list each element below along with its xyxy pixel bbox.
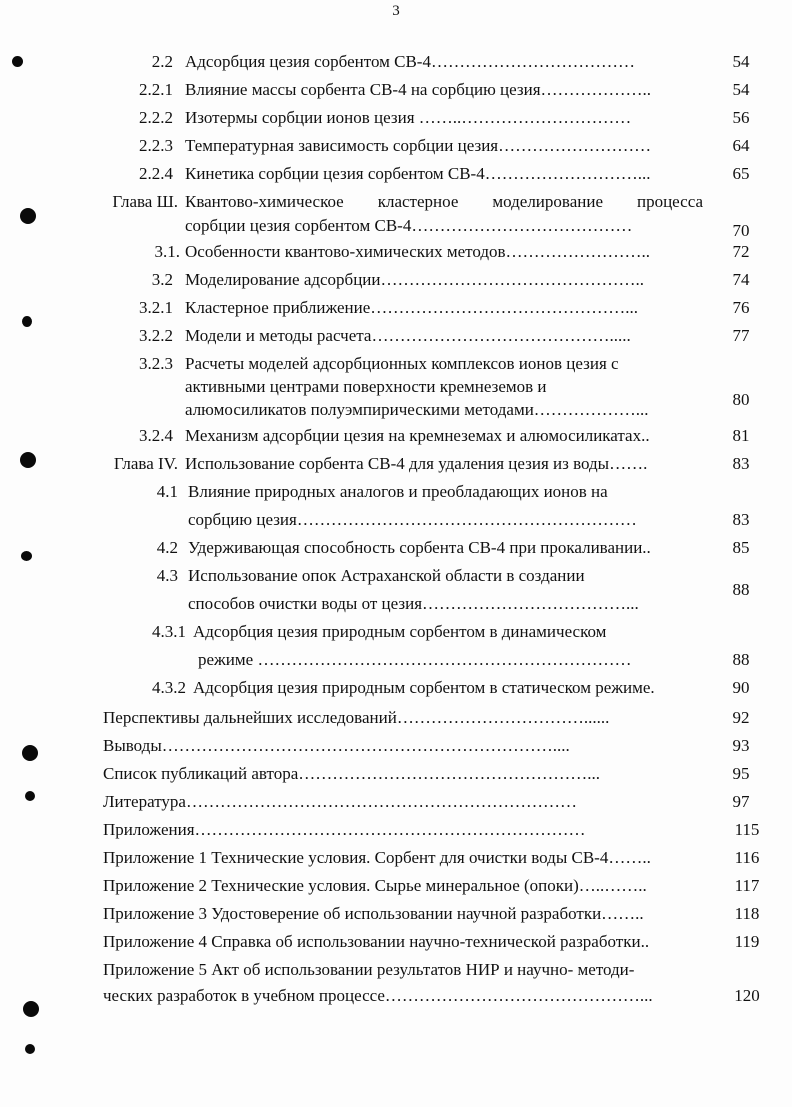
page-ref: 118 [734,904,760,923]
section-number: 2.2 [151,52,173,71]
section-title-line: способов очистки воды от цезия………………………………... [188,594,639,613]
page-ref: 65 [732,164,750,183]
section-number: 3.2.1 [139,298,173,317]
entry-title: Перспективы дальнейших исследований……………………………...... [103,708,610,727]
entry-title-line: Приложение 5 Акт об использовании результатов НИР и научно- методи- [103,960,635,979]
entry-title: Приложение 2 Технические условия. Сырье минеральное (опоки)…..…….. [103,876,647,895]
chapter-number: Глава Ш. [112,192,178,211]
page-ref: 81 [732,426,750,445]
page-ref: 56 [732,108,750,127]
punch-hole-mark [25,791,35,801]
section-number: 3.2.2 [139,326,173,345]
entry-title: Литература…………………………………………………………… [103,792,577,811]
entry-title: Приложение 3 Удостоверение об использовании научной разработки…….. [103,904,644,923]
section-title: Адсорбция цезия сорбентом СВ-4……………………………… [185,52,635,71]
page-ref: 115 [734,820,760,839]
punch-hole [22,745,38,761]
section-title: Кинетика сорбции цезия сорбентом СВ-4………………………... [185,164,651,183]
punch-hole [20,452,36,468]
section-title-line: Расчеты моделей адсорбционных комплексов ионов цезия с [185,354,619,373]
chapter-number: Глава IV. [113,454,178,473]
entry-title: Приложение 4 Справка об использовании научно-технической разработки.. [103,932,650,951]
section-title-line: режиме ………………………………………………………… [198,650,632,669]
page-ref: 88 [732,650,750,669]
section-number: 4.3.1 [152,622,186,641]
section-title-line: активными центрами поверхности кремнеземов и [185,377,547,396]
page-ref: 83 [732,454,750,473]
section-title: Кластерное приближение………………………………………... [185,298,639,317]
punch-hole [23,1001,39,1017]
section-title: Температурная зависимость сорбции цезия……………………… [185,136,652,155]
section-title: Адсорбция цезия природным сорбентом в статическом режиме. [193,678,655,697]
chapter-title: Использование сорбента СВ-4 для удаления цезия из воды……. [185,454,648,473]
punch-hole [20,208,36,224]
page-ref: 76 [732,298,750,317]
section-title: Влияние массы сорбента СВ-4 на сорбцию цезия……………….. [185,80,652,99]
punch-hole-mark [22,316,32,327]
section-title: Изотермы сорбции ионов цезия ……..………………………… [185,108,632,127]
page-ref: 72 [732,242,750,261]
section-title-line: Использование опок Астраханской области в создании [188,566,585,585]
page-ref: 119 [734,932,760,951]
entry-title: Список публикаций автора……………………………………………... [103,764,601,783]
page-ref: 64 [732,136,750,155]
page-ref: 97 [732,792,750,811]
page-number: 3 [392,3,400,19]
section-title: Особенности квантово-химических методов…………………….. [185,242,651,261]
page-ref: 54 [732,52,750,71]
punch-hole-mark [12,56,23,67]
section-number: 3.2.4 [139,426,173,445]
section-number: 4.3.2 [152,678,186,697]
section-title-line: Влияние природных аналогов и преобладающих ионов на [188,482,608,501]
entry-title: Приложение 1 Технические условия. Сорбент для очистки воды СВ-4…….. [103,848,651,867]
page-ref: 70 [732,221,750,240]
chapter-title-line: сорбции цезия сорбентом СВ-4………………………………… [185,216,633,235]
punch-hole-mark [25,1044,35,1054]
section-number: 3.1. [154,242,180,261]
section-title: Удерживающая способность сорбента СВ-4 при прокаливании.. [188,538,651,557]
page-ref: 77 [732,326,750,345]
page-ref: 120 [734,986,760,1005]
section-title-line: Адсорбция цезия природным сорбентом в динамическом [193,622,607,641]
section-number: 2.2.1 [139,80,173,99]
section-title-line: сорбцию цезия…………………………………………………… [188,510,637,529]
page-ref: 116 [734,848,760,867]
entry-title: Выводы…………………………………………………………….... [103,736,570,755]
section-title: Модели и методы расчета……………………………………..... [185,326,631,345]
page-ref: 88 [732,580,750,599]
section-number: 2.2.3 [139,136,173,155]
page-ref: 117 [734,876,760,895]
chapter-title-line: Квантово-химическое кластерное моделирование процесса [185,192,703,211]
page-ref: 80 [732,390,750,409]
page-ref: 95 [732,764,750,783]
punch-hole-mark [21,551,32,561]
section-title: Моделирование адсорбции……………………………………….. [185,270,644,289]
section-number: 4.1 [156,482,178,501]
page-ref: 83 [732,510,750,529]
entry-title: Приложения…………………………………………………………… [103,820,586,839]
page-ref: 92 [732,708,750,727]
section-number: 2.2.4 [139,164,173,183]
page-ref: 74 [732,270,750,289]
page-ref: 85 [732,538,750,557]
page-ref: 93 [732,736,750,755]
section-number: 3.2 [151,270,173,289]
section-title: Механизм адсорбции цезия на кремнеземах и алюмосиликатах.. [185,426,650,445]
section-number: 4.3 [156,566,178,585]
page-ref: 54 [732,80,750,99]
section-title-line: алюмосиликатов полуэмпирическими методами………………... [185,400,649,419]
entry-title-line: ческих разработок в учебном процессе………………………………………... [103,986,653,1005]
section-number: 3.2.3 [139,354,173,373]
section-number: 4.2 [156,538,178,557]
section-number: 2.2.2 [139,108,173,127]
page-ref: 90 [732,678,750,697]
